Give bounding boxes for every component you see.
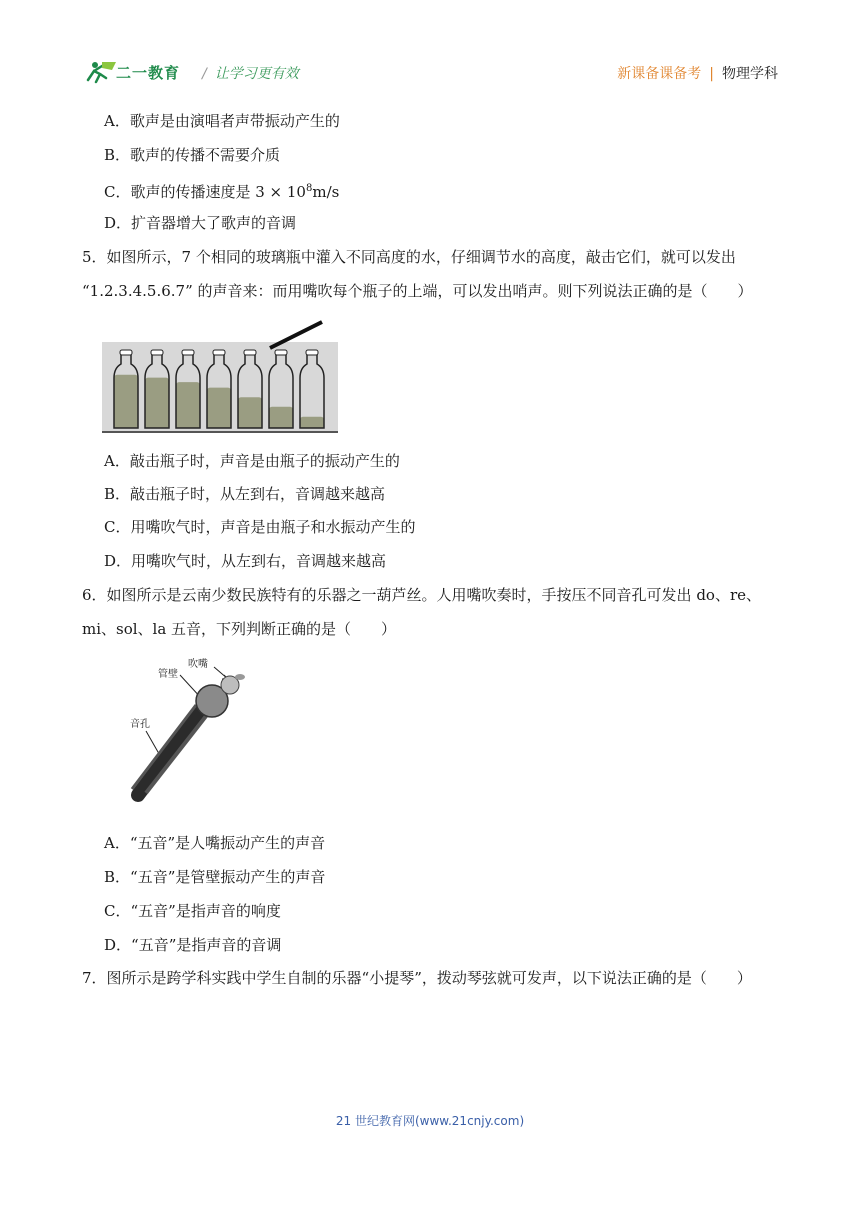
q4-option-c [104,178,339,203]
header-right [617,63,778,83]
brand-slogan: / 让学习更有效 [202,66,299,82]
q7-stem-line1: 7．图所示是跨学科实践中学生自制的乐器“小提琴”，拨动琴弦就可发声，以下说法正确的是（ ） [82,969,752,987]
q6-stem-line2: mi、sol、la 五音，下列判断正确的是（ ） [82,620,397,638]
hulusi-instrument-icon [132,674,245,795]
label-wall: 管壁 [158,669,178,680]
label-hole: 音孔 [130,719,150,730]
page-header [82,58,778,88]
q6-option-b: B．“五音”是管壁振动产生的声音 [104,868,326,886]
page-footer: 21 世纪教育网(www.21cnjy.com) [335,1114,525,1128]
slogan-text: 让学习更有效 [214,66,299,82]
q5-stem-line2: “1.2.3.4.5.6.7” 的声音来：而用嘴吹每个瓶子的上端，可以发出哨声。则下列说法正确的是（ ） [82,282,753,300]
q4-option-b: B．歌声的传播不需要介质 [104,146,281,164]
brand-name: 二一教育 [116,64,181,82]
label-mouth: 吹嘴 [188,659,208,670]
q5-stem-line1: 5．如图所示，7 个相同的玻璃瓶中灌入不同高度的水，仔细调节水的高度，敲击它们，就可以发出 [82,248,736,266]
header-separator: | [709,66,714,82]
bottle-water-1 [114,375,138,428]
q4-option-a: A．歌声是由演唱者声带振动产生的 [104,112,340,130]
subject-label: 物理学科 [722,66,778,82]
bottle-water-5 [238,397,262,428]
q5-option-a: A．敲击瓶子时，声音是由瓶子的振动产生的 [104,452,400,470]
bottle-mouth-5 [244,350,256,355]
q5-option-b: B．敲击瓶子时，从左到右，音调越来越高 [104,485,386,503]
q5-option-d: D．用嘴吹气时，从左到右，音调越来越高 [104,552,387,570]
bottle-water-4 [207,388,231,428]
bottle-water-6 [269,407,293,428]
q6-stem-line1: 6．如图所示是云南少数民族特有的乐器之一葫芦丝。人用嘴吹奏时，手按压不同音孔可发出 do、re、 [82,586,761,604]
hulusi-figure [118,655,268,805]
q4-option-c-exponent: 8 [305,183,313,194]
bottle-water-7 [300,417,324,428]
q4-option-c-prefix: C．歌声的传播速度是 3 × 10 [104,183,306,201]
bottle-mouth-3 [182,350,194,355]
bottle-mouth-2 [151,350,163,355]
bottle-water-2 [145,378,169,428]
bottle-mouth-4 [213,350,225,355]
q6-option-c: C．“五音”是指声音的响度 [104,902,281,920]
course-label: 新课备课备考 [617,66,702,82]
bottle-water-3 [176,382,200,428]
bottles-figure [100,318,340,436]
q6-option-a: A．“五音”是人嘴振动产生的声音 [104,834,326,852]
q5-option-c: C．用嘴吹气时，声音是由瓶子和水振动产生的 [104,518,416,536]
q4-option-c-suffix: m/s [312,183,340,201]
bottle-mouth-1 [120,350,132,355]
q4-option-d: D．扩音器增大了歌声的音调 [104,214,297,232]
bottle-mouth-6 [275,350,287,355]
q6-option-d: D．“五音”是指声音的音调 [104,936,282,954]
bottle-mouth-7 [306,350,318,355]
